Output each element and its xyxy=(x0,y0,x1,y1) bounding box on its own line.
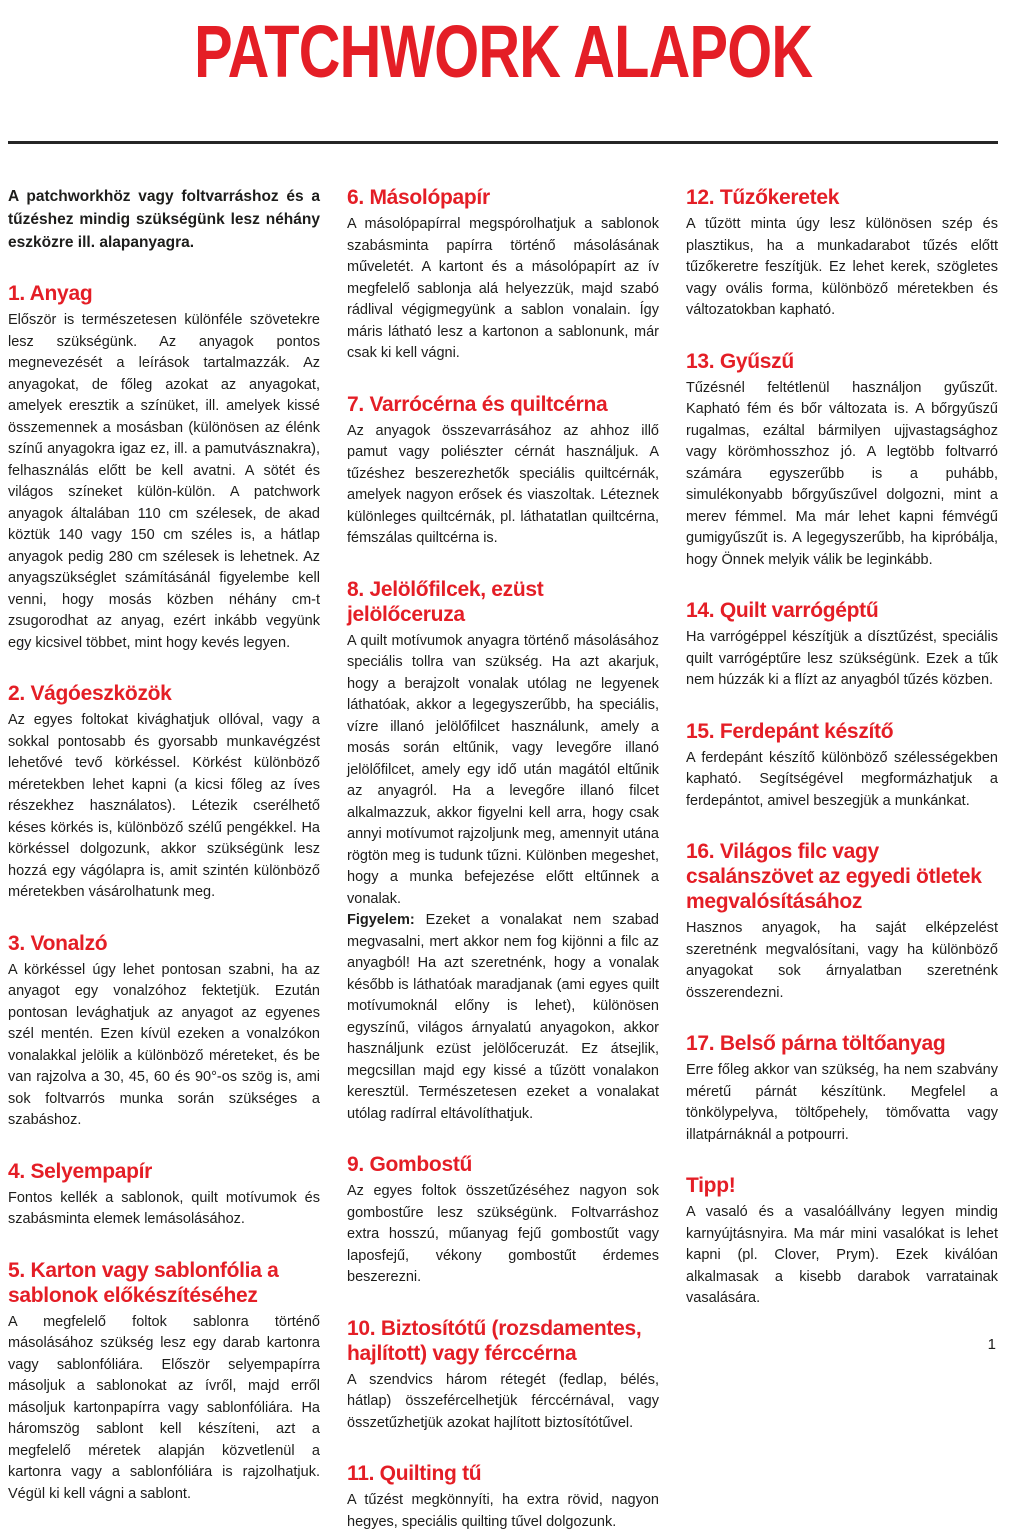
section-heading: 4. Selyempapír xyxy=(8,1159,153,1183)
section-10-biztositotu xyxy=(347,1316,659,1435)
section-heading: 12. Tűzőkeretek xyxy=(686,186,840,209)
section-2-vagoeszkozok xyxy=(8,681,320,904)
section-heading: 3. Vonalzó xyxy=(8,931,108,955)
section-heading: 7. Varrócérna és quiltcérna xyxy=(347,392,608,416)
section-17-belso-parna xyxy=(686,1031,998,1146)
section-heading: 11. Quilting tű xyxy=(347,1462,482,1485)
section-heading: 16. Világos filc vagy csalánszövet az egyedi ötletek megvalósításához xyxy=(686,840,982,913)
section-body: A szendvics három rétegét (fedlap, bélés, hátlap) összefércelhetjük férccérnával, vagy összetűzhetjük azokat hajlított biztosítótűvel. xyxy=(347,1371,659,1431)
section-body: A ferdepánt készítő különböző szélességekben kapható. Segítségével megformázhatjuk a ferdepántot, amivel beszegjük a munkánkat. xyxy=(686,749,998,809)
section-body: Tűzésnél feltétlenül használjon gyűszűt. Kapható fém és bőr változata is. A bőrgyűszű rugalmas, ezáltal bármilyen ujjvastagsághoz vagy körömhosszhoz jó. A legtöbb foltvarró számára egyszerűbb is a puhább, simulékonyabb bőrgyűszűvel dolgozni, mint a merev fémmel. Ma már lehet kapni fémvégű gumigyűszűt is. A legegyszerűbb, ha kipróbálja, hogy Önnek melyik válik be leginkább. xyxy=(686,379,998,568)
section-body: Fontos kellék a sablonok, quilt motívumok és szabásminta elemek lemásolásához. xyxy=(8,1189,320,1227)
section-body: A tűzést megkönnyíti, ha extra rövid, nagyon hegyes, speciális quilting tűvel dolgozunk. xyxy=(347,1492,659,1530)
section-body: A körkéssel úgy lehet pontosan szabni, ha az anyagot egy vonalzóhoz fektetjük. Ezután pontosan levághatjuk az anyagot az egyenes szél mentén. Ezen kívül ezeken a vonalzókon vonalakkal jelölik a különböző méreteket, és be van rajzolva a 30, 45, 60 és 90°-os szög is, ami sok foltvarrós munka során szükséges a szabáshoz. xyxy=(8,961,320,1128)
section-1-anyag xyxy=(8,281,320,654)
column-1 xyxy=(8,185,320,1533)
section-body: A megfelelő foltok sablonra történő másolásához szükség lesz egy darab kartonra vagy sablonfóliára. Először selyempapírra másoljuk a sablonokat az ívről, majd erről másoljuk kartonpapírra vagy sablonfóliára. Ha háromszög sablont kell készíteni, azt a megfelelő méretek alapján közvetlenül a kartonra vagy a sablonfóliára is rajzolhatjuk. Végül ki kell vágni a sablont. xyxy=(8,1313,320,1502)
section-heading: 13. Gyűszű xyxy=(686,349,794,373)
section-14-quilt-varrogeptu xyxy=(686,598,998,692)
section-7-varrocerna xyxy=(347,392,659,550)
section-heading: 1. Anyag xyxy=(8,282,93,305)
note-body: Ezeket a vonalakat nem szabad megvasalni, mert akkor nem fog kijönni a filc az anyagból! Ha azt szeretnénk, hogy a vonalak később is láthatóak maradjanak (ami egyes quilt motívumoknál előny is lehet), különösen egyszínű, világos árnyalatú anyagokon, akkor használjunk ezüst jelölőceruzát. Ez átsejlik, megcsillan majd egy kissé a tűzött vonalakon keresztül. Természetesen ezeket a vonalakat utólag radírral eltávolíthatjuk. xyxy=(347,912,660,1122)
section-body: Erre főleg akkor van szükség, ha nem szabvány méretű párnát készítünk. Megfelel a tönkölypelyva, töltőpehely, tömővatta vagy illatpárnáknál a potpourri. xyxy=(686,1062,998,1143)
section-body: Hasznos anyagok, ha saját elképzelést szeretnénk megvalósítani, vagy ha különböző anyagokat sok árnyalatban szeretnénk összerendezni. xyxy=(686,920,998,1001)
section-8-jelolofilcek xyxy=(347,577,659,1126)
section-11-quilting-tu xyxy=(347,1461,659,1533)
section-body: A másolópapírral megspórolhatjuk a sablonok szabásminta papírra történő másolásának műveletét. A kartont és a másolópapírt az ív megfelelő sablonja alá helyezzük, majd szabó rádlival végigmegyünk a sablon vonalain. Így máris látható lesz a kartonon a sablonunk, már csak ki kell vágni. xyxy=(347,216,659,361)
section-3-vonalzo xyxy=(8,931,320,1132)
section-heading: 5. Karton vagy sablonfólia a sablonok előkészítéséhez xyxy=(8,1258,279,1307)
section-12-tuzokeretek xyxy=(686,185,998,322)
page-title: PATCHWORK ALAPOK xyxy=(193,10,813,93)
section-heading: 9. Gombostű xyxy=(347,1153,473,1176)
title-area xyxy=(8,12,998,104)
section-13-gyuszu xyxy=(686,349,998,572)
section-heading: 8. Jelölőfilcek, ezüst jelölőceruza xyxy=(347,577,544,626)
section-body: Az egyes foltokat kivághatjuk ollóval, vagy a sokkal pontosabb és gyorsabb munkavégzést lehetővé tevő körkéssel. Körkést különböző méretekben lehet kapni (a kicsi főleg az íves részekhez használatos). Létezik cserélhető késes körkés is, különböző szélű pengékkel. Ha körkéssel dolgozunk, akkor szükségünk lesz hozzá egy vágólapra is, amit szintén különböző méretekben vásárolhatunk meg. xyxy=(8,712,320,900)
section-tipp xyxy=(686,1173,998,1310)
section-heading: Tipp! xyxy=(686,1174,736,1197)
column-2 xyxy=(347,185,659,1533)
section-16-vilagos-filc xyxy=(686,839,998,1004)
section-body: A tűzött minta úgy lesz különösen szép és plasztikus, ha a munkadarabot tűzés előtt tűzőkeretre feszítjük. Ez lehet kerek, szögletes vagy ovális forma, különböző méretekben és változatokban kapható. xyxy=(686,216,998,318)
section-body: Ha varrógéppel készítjük a dísztűzést, speciális quilt varrógéptűre lesz szükségünk. Ezek a tűk nem húzzák ki a flízt az anyagból tűzés közben. xyxy=(686,629,998,688)
section-5-karton xyxy=(8,1258,320,1506)
section-heading: 2. Vágóeszközök xyxy=(8,682,172,705)
note-label: Figyelem: xyxy=(347,912,415,928)
section-4-selyempapir xyxy=(8,1159,320,1231)
intro-paragraph: A patchworkhöz vagy foltvarráshoz és a tűzéshez mindig szükségünk lesz néhány eszközre ill. alapanyagra. xyxy=(8,188,320,251)
section-body: Az anyagok összevarrásához az ahhoz illő pamut vagy poliészter cérnát használjuk. A tűzéshez beszerezhetők speciális quiltcérnák, amelyek nagyon erősek és viaszoltak. Léteznek különleges quiltcérnák, pl. láthatatlan quiltcérna, fémszálas quiltcérna is. xyxy=(347,422,659,546)
section-6-masolopapir xyxy=(347,185,659,365)
section-15-ferdepant xyxy=(686,719,998,813)
section-body: Először is természetesen különféle szövetekre lesz szükségünk. Az anyagok pontos megnevezését a leírások tartalmazzák. Az anyagokat, de főleg azokat az anyagokat, amelyek eresztik a színüket, ill. amelyek kissé összemennek a mosásban (különösen az élénk színű anyagokra igaz ez, ill. a pamutvásznakra), felhasználás előtt be kell avatni. A sötét és világos színeket külön-külön. A patchwork anyagok általában 110 cm szélesek, de akad köztük 140 vagy 150 cm széles is, a hátlap anyagok pedig 280 cm szélesek is lehetnek. Az anyagszükséglet számításánál figyelembe kell venni, hogy mosás közben néhány cm-t zsugorodhat az anyag, ezért inkább vegyünk egy kicsivel többet, mint hogy kevés legyen. xyxy=(8,312,320,651)
section-heading: 14. Quilt varrógéptű xyxy=(686,599,879,622)
section-heading: 6. Másolópapír xyxy=(347,186,490,209)
section-heading: 15. Ferdepánt készítő xyxy=(686,719,894,743)
section-body: A vasaló és a vasalóállvány legyen mindig karnyújtásnyira. Ma már mini vasalókat is lehet kapni (pl. Clover, Prym). Ezek kiválóan alkalmasak a kisebb darabok varratainak vasalására. xyxy=(686,1204,998,1306)
section-note xyxy=(347,910,659,1125)
section-heading: 10. Biztosítótű (rozsdamentes, hajlított) vagy férccérna xyxy=(347,1316,642,1365)
title-divider xyxy=(8,141,998,144)
section-body: Az egyes foltok összetűzéséhez nagyon sok gombostűre lesz szükségünk. Foltvarráshoz extra hosszú, műanyag fejű gombostűt vagy laposfejű, vékony gombostűt érdemes beszerezni. xyxy=(347,1183,659,1285)
column-3 xyxy=(686,185,998,1533)
content-columns xyxy=(8,185,998,1533)
section-heading: 17. Belső párna töltőanyag xyxy=(686,1032,946,1055)
section-body: A quilt motívumok anyagra történő másolásához speciális tollra van szükség. Ha azt akarjuk, hogy a berajzolt vonalak utólag ne legyenek láthatóak, akkor a legegyszerűbb, ha speciális, vízre illanó jelölőfilcet használunk, amely a mosás során eltűnik, vagy levegőre illanó jelölőfilcet, amely egy idő után magától eltűnik az anyagról. Ha a levegőre illanó filcet alkalmazzuk, akkor figyelni kell arra, hogy csak annyi motívumot rajzoljunk meg, amennyit utána rögtön meg is tudunk tűzni. Különben megeshet, hogy a munka befejezése előtt eltűnnek a vonalak. xyxy=(347,632,659,907)
section-9-gombostu xyxy=(347,1152,659,1289)
page-number: 1 xyxy=(987,1336,996,1353)
